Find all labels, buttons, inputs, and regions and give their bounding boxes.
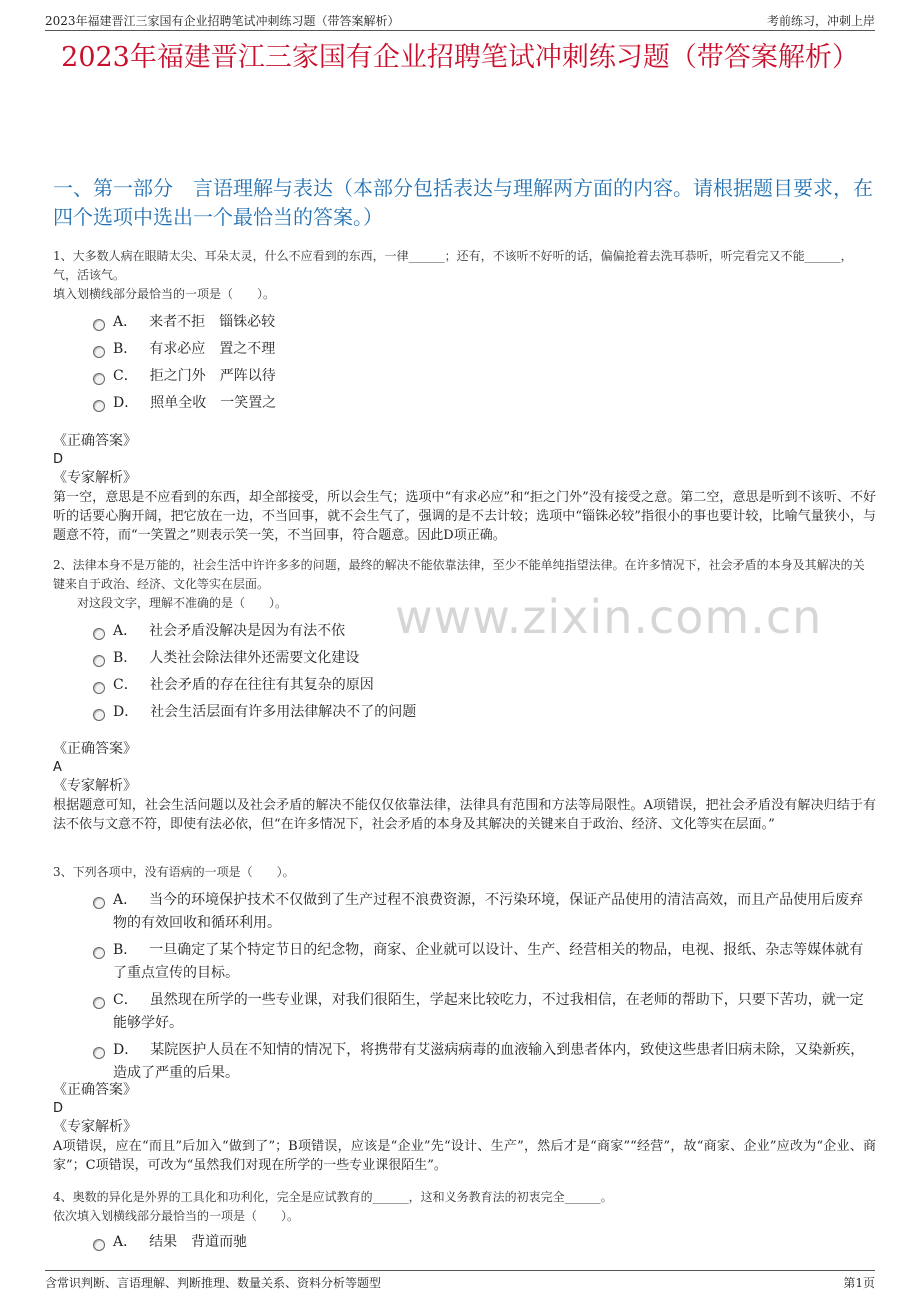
- radio-button[interactable]: [93, 1047, 105, 1059]
- option-letter: B．: [113, 341, 138, 357]
- radio-button[interactable]: [93, 947, 105, 959]
- page-header: [45, 8, 875, 31]
- question-1: [53, 247, 876, 419]
- answer-block-2: [53, 740, 876, 834]
- watermark: www.zixin.com.cn: [395, 590, 823, 644]
- analysis-text: A项错误，应在“而且”后加入“做到了”；B项错误，应该是“企业”先“设计、生产”，然后才是“商家”“经营”，故“商家、企业”应改为“企业、商家”；C项错误，可改为“虽然我们对现在所学的一些专业课很陌生”。: [53, 1139, 876, 1173]
- option-letter: B．: [113, 650, 138, 666]
- option-letter: A．: [113, 1234, 138, 1250]
- analysis-text: 根据题意可知，社会生活问题以及社会矛盾的解决不能仅仅依靠法律，法律具有范围和方法等局限性。A项错误，把社会矛盾没有解决归结于有法不依与文意不符，即使有法必依，但“在许多情况下，社会矛盾的本身及其解决的关键来自于政治、经济、文化等实在层面。”: [53, 798, 876, 832]
- option-letter: B．: [113, 942, 138, 958]
- question-prompt: 填入划横线部分最恰当的一项是（ ）。: [53, 287, 276, 301]
- radio-button[interactable]: [93, 1239, 105, 1251]
- page-number: 第1页: [843, 1276, 875, 1290]
- option-b[interactable]: [53, 939, 876, 985]
- question-2: [53, 556, 876, 728]
- option-text: 有求必应 置之不理: [149, 341, 276, 357]
- option-text: 照单全收 一笑置之: [150, 395, 277, 411]
- option-letter: A．: [113, 314, 138, 330]
- option-text: 当今的环境保护技术不仅做到了生产过程不浪费资源，不污染环境，保证产品使用的清洁高效，而且产品使用后废弃物的有效回收和循环利用。: [113, 892, 864, 931]
- answer-heading: 《正确答案》: [53, 1082, 137, 1098]
- page-footer: [45, 1270, 875, 1293]
- option-d[interactable]: [53, 701, 876, 724]
- option-a[interactable]: [53, 1231, 876, 1254]
- radio-button[interactable]: [93, 682, 105, 694]
- radio-button[interactable]: [93, 655, 105, 667]
- footer-note: 含常识判断、言语理解、判断推理、数量关系、资料分析等题型: [45, 1276, 382, 1290]
- option-d[interactable]: [53, 392, 876, 415]
- question-4: [53, 1188, 876, 1258]
- radio-button[interactable]: [93, 628, 105, 640]
- question-3: [53, 863, 876, 1089]
- option-list: [53, 1231, 876, 1254]
- option-letter: C．: [113, 368, 138, 384]
- option-letter: D．: [113, 704, 139, 720]
- analysis-heading: 《专家解析》: [53, 470, 137, 486]
- option-b[interactable]: [53, 647, 876, 670]
- answer-value: D: [53, 1101, 64, 1116]
- option-text: 社会生活层面有许多用法律解决不了的问题: [150, 704, 417, 720]
- question-prompt: 依次填入划横线部分最恰当的一项是（ ）。: [53, 1209, 300, 1223]
- radio-button[interactable]: [93, 997, 105, 1009]
- radio-button[interactable]: [93, 373, 105, 385]
- analysis-heading: 《专家解析》: [53, 778, 137, 794]
- option-c[interactable]: [53, 989, 876, 1035]
- answer-value: D: [53, 452, 64, 467]
- option-b[interactable]: [53, 338, 876, 361]
- analysis-text: 第一空，意思是不应看到的东西，却全部接受，所以会生气；选项中“有求必应”和“拒之门外”没有接受之意。第二空，意思是听到不该听、不好听的话要心胸开阔，把它放在一边，不当回事，就不会生气了，强调的是不去计较；选项中“锱铢必较”指很小的事也要计较，比喻气量狭小，与题意不符，而“一笑置之”则表示笑一笑，不当回事，符合题意。因此D项正确。: [53, 490, 876, 543]
- option-letter: D．: [113, 395, 139, 411]
- header-slogan: 考前练习，冲刺上岸: [766, 14, 875, 28]
- question-stem: 3、下列各项中，没有语病的一项是（ ）。: [53, 865, 295, 879]
- option-text: 某院医护人员在不知情的情况下，将携带有艾滋病病毒的血液输入到患者体内，致使这些患者旧病未除，又染新疾，造成了严重的后果。: [113, 1042, 865, 1081]
- option-text: 人类社会除法律外还需要文化建设: [149, 650, 360, 666]
- option-c[interactable]: [53, 674, 876, 697]
- radio-button[interactable]: [93, 897, 105, 909]
- option-text: 一旦确定了某个特定节日的纪念物，商家、企业就可以设计、生产、经营相关的物品，电视、报纸、杂志等媒体就有了重点宣传的目标。: [113, 942, 864, 981]
- radio-button[interactable]: [93, 319, 105, 331]
- option-text: 社会矛盾没解决是因为有法不依: [149, 623, 346, 639]
- option-text: 虽然现在所学的一些专业课，对我们很陌生，学起来比较吃力，不过我相信，在老师的帮助下，只要下苦功，就一定能够学好。: [113, 992, 864, 1031]
- option-letter: C．: [113, 677, 138, 693]
- answer-heading: 《正确答案》: [53, 433, 137, 449]
- header-doc-title: 2023年福建晋江三家国有企业招聘笔试冲刺练习题（带答案解析）: [45, 14, 400, 28]
- option-text: 拒之门外 严阵以待: [149, 368, 276, 384]
- radio-button[interactable]: [93, 346, 105, 358]
- radio-button[interactable]: [93, 400, 105, 412]
- question-stem: 4、奥数的异化是外界的工具化和功利化，完全是应试教育的______，这和义务教育法的初衷完全______。: [53, 1190, 613, 1204]
- radio-button[interactable]: [93, 709, 105, 721]
- analysis-heading: 《专家解析》: [53, 1119, 137, 1135]
- option-text: 结果 背道而驰: [149, 1234, 248, 1250]
- option-letter: C．: [113, 992, 138, 1008]
- option-letter: A．: [113, 892, 138, 908]
- answer-value: A: [53, 760, 62, 775]
- option-letter: A．: [113, 623, 138, 639]
- option-d[interactable]: [53, 1039, 876, 1085]
- document-title: 2023年福建晋江三家国有企业招聘笔试冲刺练习题（带答案解析）: [61, 42, 859, 73]
- answer-heading: 《正确答案》: [53, 741, 137, 757]
- option-text: 社会矛盾的存在往往有其复杂的原因: [149, 677, 374, 693]
- section-heading: 一、第一部分 言语理解与表达（本部分包括表达与理解两方面的内容。请根据题目要求，在四个选项中选出一个最恰当的答案。）: [53, 176, 873, 229]
- option-c[interactable]: [53, 365, 876, 388]
- answer-block-1: [53, 432, 876, 545]
- question-stem: 2、法律本身不是万能的，社会生活中许许多多的问题，最终的解决不能依靠法律，至少不能单纯指望法律。在许多情况下，社会矛盾的本身及其解决的关键来自于政治、经济、文化等实在层面。: [53, 558, 865, 591]
- option-a[interactable]: [53, 620, 876, 643]
- answer-block-3: [53, 1081, 876, 1175]
- option-letter: D．: [113, 1042, 139, 1058]
- option-list: [53, 889, 876, 1085]
- option-list: [53, 620, 876, 724]
- option-list: [53, 311, 876, 415]
- option-a[interactable]: [53, 311, 876, 334]
- question-stem: 1、大多数人病在眼睛太尖、耳朵太灵，什么不应看到的东西，一律______；还有，不该听不好听的话，偏偏抢着去洗耳恭听，听完看完又不能______，气，活该气。: [53, 249, 853, 282]
- option-text: 来者不拒 锱铢必较: [149, 314, 276, 330]
- option-a[interactable]: [53, 889, 876, 935]
- question-prompt: 对这段文字，理解不准确的是（ ）。: [77, 596, 288, 610]
